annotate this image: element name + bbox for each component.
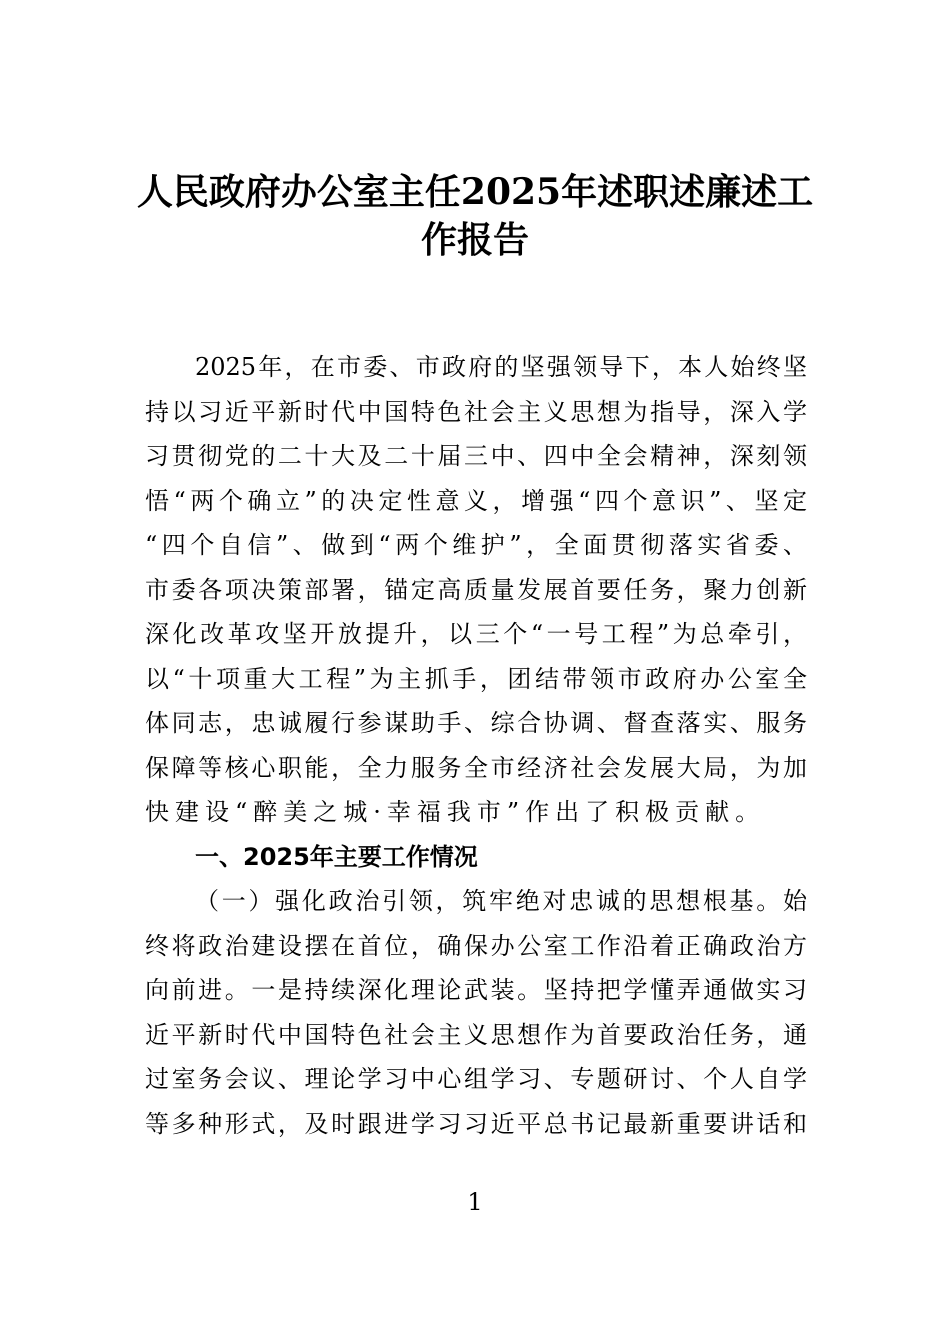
text-line: 快建设“醉美之城·幸福我市”作出了积极贡献。 xyxy=(145,798,766,826)
text-line: （一）强化政治引领，筑牢绝对忠诚的思想根基。始 xyxy=(195,887,807,915)
text-line: “四个自信”、做到“两个维护”，全面贯彻落实省委、 xyxy=(145,531,807,559)
section-heading: 一、2025年主要工作情况 xyxy=(195,842,478,871)
text-line: 体同志，忠诚履行参谋助手、综合协调、督查落实、服务 xyxy=(145,709,807,737)
text-line: 持以习近平新时代中国特色社会主义思想为指导，深入学 xyxy=(145,397,807,426)
text-line: 以“十项重大工程”为主抓手，团结带领市政府办公室全 xyxy=(145,664,807,693)
text-line: 近平新时代中国特色社会主义思想作为首要政治任务，通 xyxy=(145,1020,807,1049)
text-line: 向前进。一是持续深化理论武装。坚持把学懂弄通做实习 xyxy=(145,976,807,1004)
page-number: 1 xyxy=(467,1188,483,1216)
document-title-line-2: 作报告 xyxy=(420,219,529,261)
paragraph-political-leadership xyxy=(145,879,807,1146)
text-line: 2025年，在市委、市政府的坚强领导下，本人始终坚 xyxy=(195,353,807,381)
text-line: 保障等核心职能，全力服务全市经济社会发展大局，为加 xyxy=(145,753,807,782)
text-line: 市委各项决策部署，锚定高质量发展首要任务，聚力创新 xyxy=(145,575,807,604)
document-title-line-1: 人民政府办公室主任2025年述职述廉述工 xyxy=(136,171,814,213)
text-line: 习贯彻党的二十大及二十届三中、四中全会精神，深刻领 xyxy=(145,442,807,470)
paragraph-intro xyxy=(145,345,807,835)
text-line: 过室务会议、理论学习中心组学习、专题研讨、个人自学 xyxy=(145,1065,807,1093)
text-line: 等多种形式，及时跟进学习习近平总书记最新重要讲话和 xyxy=(145,1109,807,1138)
text-line: 深化改革攻坚开放提升，以三个“一号工程”为总牵引， xyxy=(145,620,807,648)
text-line: 悟“两个确立”的决定性意义，增强“四个意识”、坚定 xyxy=(145,486,807,515)
text-line: 终将政治建设摆在首位，确保办公室工作沿着正确政治方 xyxy=(145,931,807,960)
document-body xyxy=(145,345,807,1146)
